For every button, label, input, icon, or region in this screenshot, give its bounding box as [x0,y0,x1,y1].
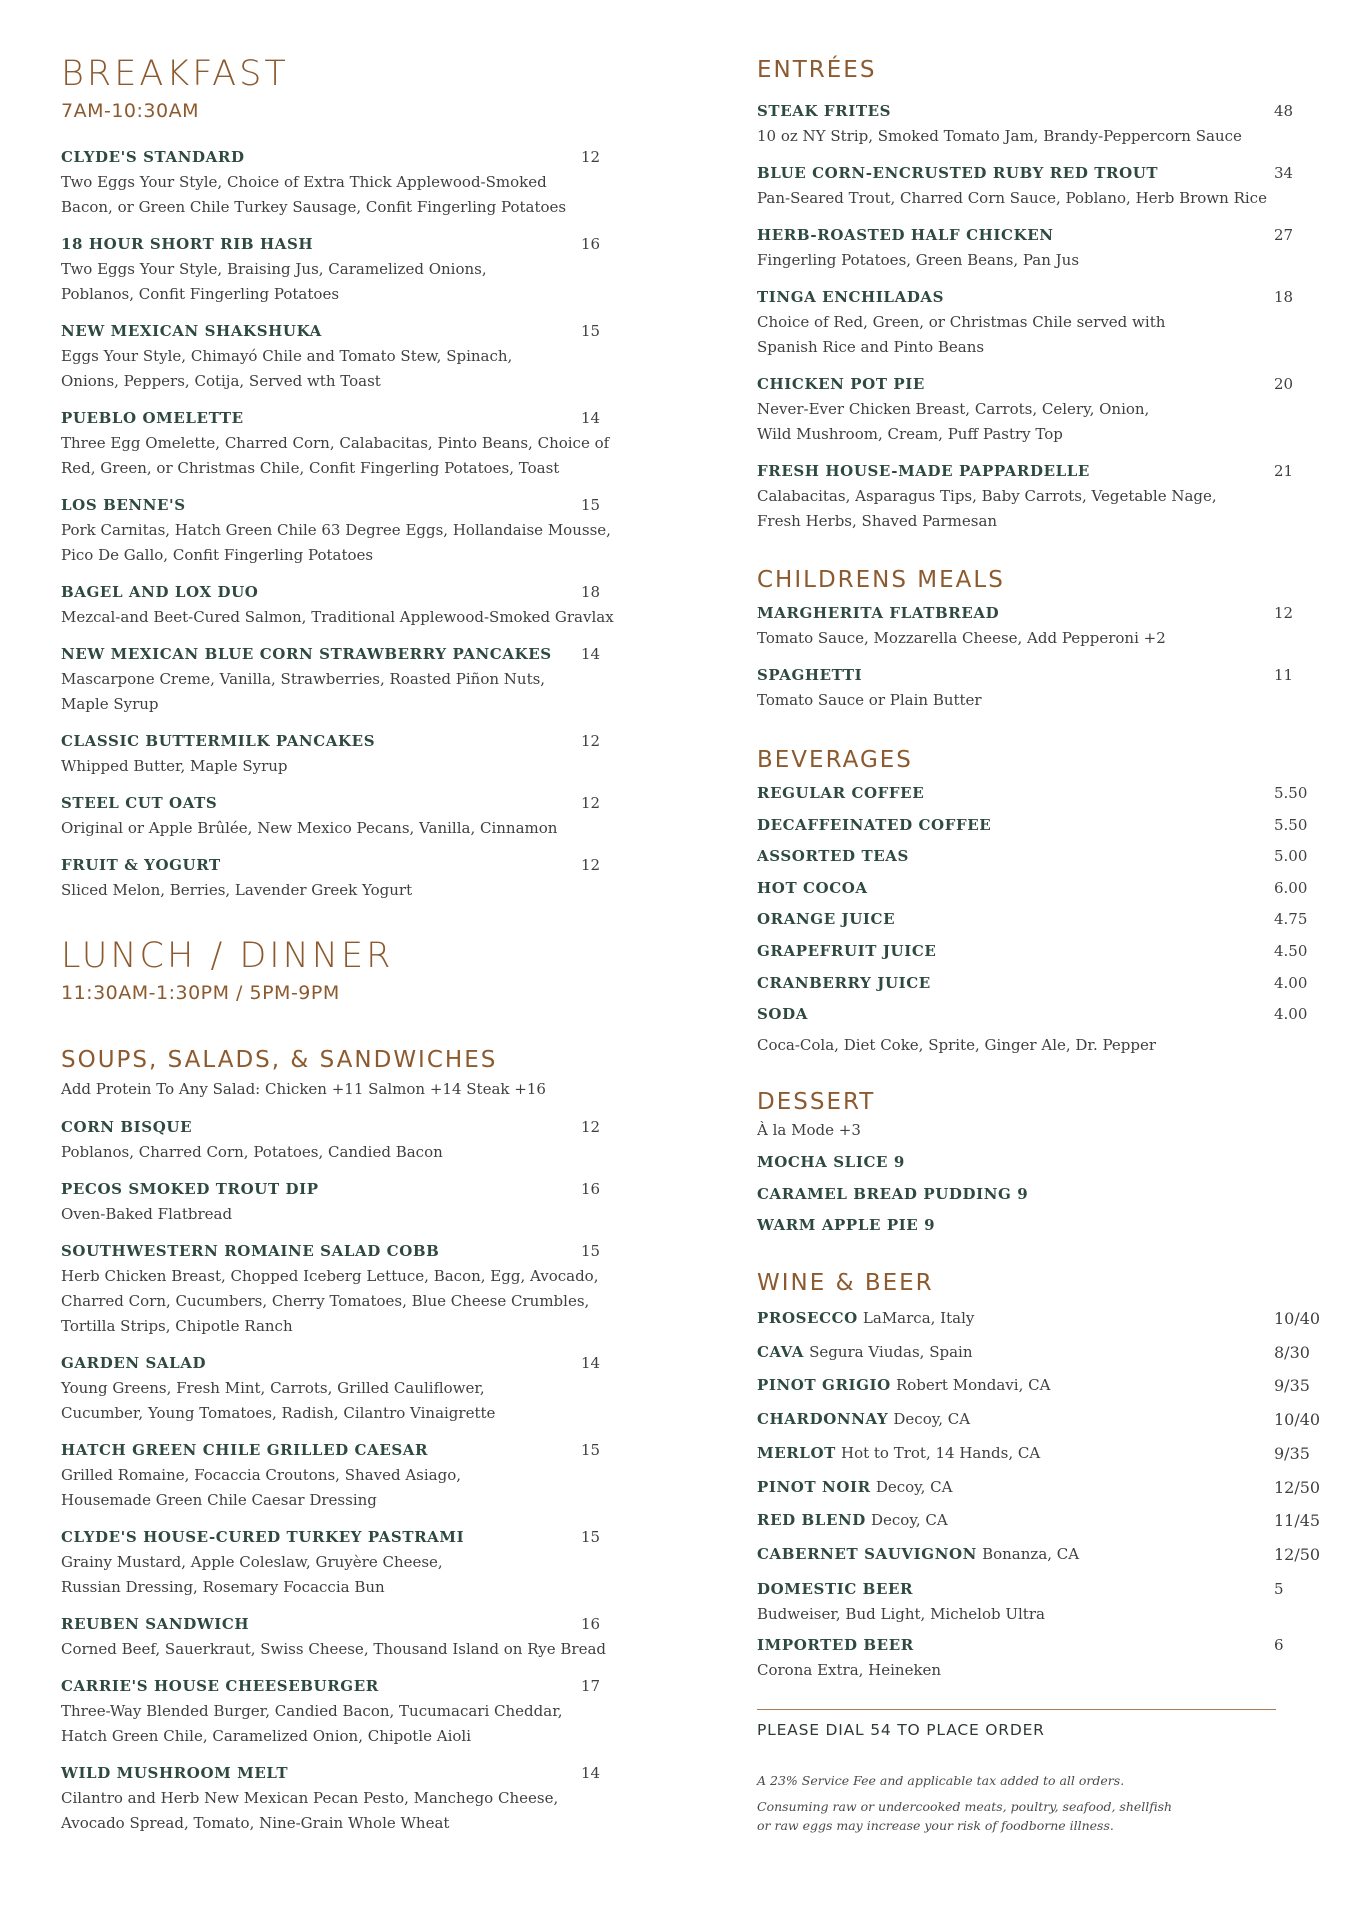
wine-price: 9/35 [1274,1376,1310,1396]
wine-name: PINOT NOIR [757,1477,871,1496]
item-description-line: Never-Ever Chicken Breast, Carrots, Celery, Onion, [757,400,1150,418]
wine-price: 10/40 [1274,1410,1321,1430]
menu-item [757,99,1337,149]
item-description-line: Three Egg Omelette, Charred Corn, Calabacitas, Pinto Beans, Choice of [61,434,610,452]
item-price: 15 [581,1242,601,1260]
item-description [61,667,601,717]
item-description-line: 10 oz NY Strip, Smoked Tomato Jam, Brandy-Peppercorn Sauce [757,127,1242,145]
item-price: 12 [581,856,601,874]
dessert-title: DESSERT [757,1089,876,1115]
item-description-line: Grainy Mustard, Apple Coleslaw, Gruyère Cheese, [61,1553,443,1571]
service-fee-note: A 23% Service Fee and applicable tax added to all orders. [757,1773,1125,1788]
item-description-line: Onions, Peppers, Cotija, Served wth Toast [61,372,381,390]
food-warning-line-1: Consuming raw or undercooked meats, poultry, seafood, shellfish [757,1799,1173,1814]
dessert-item [757,1182,1337,1207]
menu-item [61,1525,601,1600]
item-price: 12 [581,732,601,750]
menu-item [61,729,601,779]
item-price: 18 [581,583,601,601]
item-description-line: Mezcal-and Beet-Cured Salmon, Traditional Applewood-Smoked Gravlax [61,608,614,626]
item-description-line: Mascarpone Creme, Vanilla, Strawberries, Roasted Piñon Nuts, [61,670,546,688]
menu-item [61,1239,601,1339]
menu-item [61,1177,601,1227]
wine-price: 12/50 [1274,1477,1321,1497]
footer-divider [757,1709,1276,1710]
beverage-row [757,844,1337,869]
item-description-line: Three-Way Blended Burger, Candied Bacon, Tucumacari Cheddar, [61,1702,563,1720]
childrens-title: CHILDRENS MEALS [757,567,1005,593]
item-description-line: Wild Mushroom, Cream, Puff Pastry Top [757,425,1063,443]
wine-row [757,1542,1337,1567]
menu-item [61,580,614,630]
menu-item [61,493,611,568]
item-name: CORN BISQUE [61,1118,193,1136]
item-name: PUEBLO OMELETTE [61,409,244,427]
beverage-name: SODA [757,1005,808,1024]
wine-name: PINOT GRIGIO [757,1376,891,1395]
beverage-row [757,1002,1337,1027]
breakfast-title: BREAKFAST [61,54,289,94]
menu-item [61,1438,601,1513]
beverage-name: GRAPEFRUIT JUICE [757,942,937,960]
menu-item [757,663,1337,713]
beer-description: Corona Extra, Heineken [757,1661,942,1679]
menu-item [757,285,1337,360]
item-description-line: Hatch Green Chile, Caramelized Onion, Chipotle Aioli [61,1727,472,1745]
beverage-name: REGULAR COFFEE [757,784,925,802]
item-description [61,170,601,220]
item-price: 21 [1274,462,1294,480]
item-name: FRUIT & YOGURT [61,856,221,874]
item-description-line: Pan-Seared Trout, Charred Corn Sauce, Poblano, Herb Brown Rice [757,189,1267,207]
item-price: 48 [1274,102,1294,120]
wine-price: 9/35 [1274,1443,1310,1463]
menu-item [757,372,1337,447]
item-description-line: Two Eggs Your Style, Choice of Extra Thick Applewood-Smoked [61,173,547,191]
item-description-line: Cucumber, Young Tomatoes, Radish, Cilantro Vinaigrette [61,1404,496,1422]
item-description-line: Fingerling Potatoes, Green Beans, Pan Jus [757,251,1080,269]
beverage-price: 4.75 [1274,910,1308,929]
item-description [61,1637,606,1662]
item-price: 27 [1274,226,1294,244]
item-description-line: Oven-Baked Flatbread [61,1205,233,1223]
wine-origin: Segura Viudas, Spain [809,1342,973,1361]
item-description-line: Choice of Red, Green, or Christmas Chile served with [757,313,1166,331]
item-description-line: Tomato Sauce or Plain Butter [757,691,982,709]
item-price: 20 [1274,375,1294,393]
beer-price: 6 [1274,1636,1284,1654]
item-description-line: Tomato Sauce, Mozzarella Cheese, Add Pepperoni +2 [757,629,1166,647]
item-description-line: Charred Corn, Cucumbers, Cherry Tomatoes, Blue Cheese Crumbles, [61,1292,590,1310]
menu-item [61,1115,601,1165]
beverage-name: CRANBERRY JUICE [757,973,931,992]
wine-origin: LaMarca, Italy [862,1309,975,1327]
item-name: FRESH HOUSE-MADE PAPPARDELLE [757,462,1090,480]
item-name: PECOS SMOKED TROUT DIP [61,1180,319,1198]
item-name: CLYDE'S STANDARD [61,148,245,166]
wine-row [757,1306,1337,1331]
beverage-row [757,876,1337,901]
item-name: REUBEN SANDWICH [61,1615,250,1633]
item-description-line: Fresh Herbs, Shaved Parmesan [757,512,998,530]
beverage-price: 5.50 [1274,784,1308,802]
item-price: 14 [581,645,601,663]
item-description [61,1140,601,1165]
menu-item [61,791,601,841]
item-price: 16 [581,1180,601,1198]
breakfast-hours: 7AM-10:30AM [61,100,199,122]
beverage-price: 5.00 [1274,847,1308,866]
menu-item [61,1351,601,1426]
item-name: STEEL CUT OATS [61,794,218,812]
item-description-line: Original or Apple Brûlée, New Mexico Pecans, Vanilla, Cinnamon [61,819,558,837]
wine-price: 10/40 [1274,1309,1321,1328]
wine-origin: Bonanza, CA [982,1544,1080,1563]
item-description [757,186,1337,211]
dessert-item [757,1213,1337,1238]
wine-origin: Decoy, CA [893,1410,971,1429]
item-name: LOS BENNE'S [61,496,186,514]
item-description [61,431,610,481]
item-name: 18 HOUR SHORT RIB HASH [61,235,314,253]
item-price: 14 [581,409,601,427]
beverages-title: BEVERAGES [757,747,913,773]
beverage-name: DECAFFEINATED COFFEE [757,815,992,834]
dessert-name: MOCHA SLICE 9 [757,1153,905,1171]
wine-name: PROSECCO [757,1309,858,1327]
item-description [757,626,1337,651]
beer-name: IMPORTED BEER [757,1636,914,1654]
beverage-price: 5.50 [1274,815,1308,834]
item-name: BAGEL AND LOX DUO [61,583,259,601]
item-name: CHICKEN POT PIE [757,375,925,393]
wine-title: WINE & BEER [757,1270,934,1296]
wine-price: 8/30 [1274,1342,1310,1362]
item-description [61,344,601,394]
item-description [61,605,614,630]
lunch-hours: 11:30AM-1:30PM / 5PM-9PM [61,982,340,1004]
item-description-line: Young Greens, Fresh Mint, Carrots, Grilled Cauliflower, [61,1379,485,1397]
item-description [61,1786,601,1836]
menu-item [757,459,1337,534]
item-name: HATCH GREEN CHILE GRILLED CAESAR [61,1441,429,1459]
wine-name: CHARDONNAY [757,1410,889,1429]
wine-row [757,1373,1337,1398]
item-price: 12 [1274,604,1294,622]
lunch-title: LUNCH / DINNER [61,936,394,976]
item-description [757,124,1337,149]
item-description-line: Pork Carnitas, Hatch Green Chile 63 Degree Eggs, Hollandaise Mousse, [61,521,611,539]
dessert-name: CARAMEL BREAD PUDDING 9 [757,1184,1029,1203]
item-description-line: Herb Chicken Breast, Chopped Iceberg Lettuce, Bacon, Egg, Avocado, [61,1267,599,1285]
item-description [61,1463,601,1513]
soups-title: SOUPS, SALADS, & SANDWICHES [61,1047,498,1073]
item-description-line: Poblanos, Confit Fingerling Potatoes [61,285,340,303]
menu-item [61,232,601,307]
item-description [61,1699,601,1749]
beverage-row [757,781,1337,806]
item-description-line: Tortilla Strips, Chipotle Ranch [61,1317,293,1335]
soups-note: Add Protein To Any Salad: Chicken +11 Salmon +14 Steak +16 [61,1080,546,1098]
item-description-line: Pico De Gallo, Confit Fingerling Potatoes [61,546,374,564]
item-price: 15 [581,496,601,514]
menu-item [757,161,1337,211]
item-name: CLASSIC BUTTERMILK PANCAKES [61,732,376,750]
dessert-item [757,1150,1337,1175]
wine-row [757,1340,1337,1365]
item-price: 16 [581,235,601,253]
item-name: CARRIE'S HOUSE CHEESEBURGER [61,1677,379,1695]
wine-origin: Robert Mondavi, CA [895,1376,1051,1395]
menu-item [757,601,1337,651]
item-description [61,1264,601,1339]
item-price: 15 [581,1528,601,1546]
wine-origin: Hot to Trot, 14 Hands, CA [840,1443,1041,1462]
item-description-line: Housemade Green Chile Caesar Dressing [61,1491,377,1509]
beer-description: Budweiser, Bud Light, Michelob Ultra [757,1605,1045,1623]
menu-item [61,853,601,903]
beverage-row [757,971,1337,996]
menu-item [61,319,601,394]
beverage-name: ASSORTED TEAS [757,847,909,866]
menu-item [61,145,601,220]
item-name: STEAK FRITES [757,102,892,120]
order-instruction: PLEASE DIAL 54 TO PLACE ORDER [757,1721,1045,1739]
beverage-row [757,813,1337,838]
menu-item [61,1674,601,1749]
item-description-line: Poblanos, Charred Corn, Potatoes, Candied Bacon [61,1143,443,1161]
wine-name: MERLOT [757,1443,836,1462]
item-description-line: Bacon, or Green Chile Turkey Sausage, Confit Fingerling Potatoes [61,198,567,216]
item-price: 14 [581,1764,601,1782]
item-description-line: Spanish Rice and Pinto Beans [757,338,985,356]
item-price: 14 [581,1354,601,1372]
item-description [61,878,601,903]
item-description-line: Maple Syrup [61,695,159,713]
item-description [757,688,1337,713]
beverage-price: 4.50 [1274,942,1308,960]
beer-price: 5 [1274,1580,1284,1598]
item-name: SPAGHETTI [757,666,863,684]
item-description-line: Eggs Your Style, Chimayó Chile and Tomato Stew, Spinach, [61,347,513,365]
item-price: 15 [581,322,601,340]
item-description-line: Whipped Butter, Maple Syrup [61,757,288,775]
item-price: 18 [1274,288,1294,306]
item-description [757,310,1337,360]
item-price: 17 [581,1677,601,1695]
wine-name: CAVA [757,1342,804,1361]
item-description-line: Cilantro and Herb New Mexican Pecan Pesto, Manchego Cheese, [61,1789,559,1807]
beverage-row [757,939,1337,964]
wine-row [757,1508,1337,1533]
beverage-price: 4.00 [1274,973,1308,992]
menu-item [757,223,1337,273]
menu-item [61,642,601,717]
beverage-name: HOT COCOA [757,878,868,897]
item-description-line: Corned Beef, Sauerkraut, Swiss Cheese, Thousand Island on Rye Bread [61,1640,606,1658]
beverage-price: 4.00 [1274,1005,1308,1024]
item-description [61,257,601,307]
wine-origin: Decoy, CA [871,1511,948,1530]
food-warning-line-2: or raw eggs may increase your risk of foodborne illness. [757,1818,1114,1833]
item-price: 16 [581,1615,601,1633]
item-description [61,754,601,779]
item-name: MARGHERITA FLATBREAD [757,604,1000,622]
wine-row [757,1475,1337,1500]
item-description [61,1550,601,1600]
item-name: GARDEN SALAD [61,1354,207,1372]
wine-price: 12/50 [1274,1544,1321,1564]
dessert-note: À la Mode +3 [757,1121,861,1139]
menu-item [61,1612,606,1662]
wine-row [757,1407,1337,1432]
wine-name: RED BLEND [757,1511,866,1530]
item-price: 34 [1274,164,1294,182]
beverage-row [757,907,1337,932]
item-description [757,248,1337,273]
beer-name: DOMESTIC BEER [757,1580,914,1598]
beer-item [757,1577,1337,1627]
item-price: 12 [581,1118,601,1136]
item-description-line: Calabacitas, Asparagus Tips, Baby Carrots, Vegetable Nage, [757,487,1217,505]
dessert-name: WARM APPLE PIE 9 [757,1216,936,1235]
item-price: 12 [581,148,601,166]
item-description-line: Grilled Romaine, Focaccia Croutons, Shaved Asiago, [61,1466,461,1484]
item-description-line: Avocado Spread, Tomato, Nine-Grain Whole Wheat [61,1814,450,1832]
item-name: CLYDE'S HOUSE-CURED TURKEY PASTRAMI [61,1528,465,1546]
item-description-line: Red, Green, or Christmas Chile, Confit Fingerling Potatoes, Toast [61,459,560,477]
item-description-line: Sliced Melon, Berries, Lavender Greek Yogurt [61,881,413,899]
item-description [757,397,1337,447]
item-description [61,816,601,841]
wine-origin: Decoy, CA [875,1477,953,1496]
item-price: 15 [581,1441,601,1459]
item-description-line: Russian Dressing, Rosemary Focaccia Bun [61,1578,385,1596]
item-name: HERB-ROASTED HALF CHICKEN [757,226,1054,244]
menu-item [61,406,610,481]
item-price: 12 [581,794,601,812]
item-price: 11 [1274,666,1294,684]
beverage-price: 6.00 [1274,878,1308,897]
entrees-title: ENTRÉES [757,57,877,83]
item-name: SOUTHWESTERN ROMAINE SALAD COBB [61,1242,440,1260]
item-name: WILD MUSHROOM MELT [61,1764,289,1782]
item-description [757,484,1337,534]
item-name: BLUE CORN-ENCRUSTED RUBY RED TROUT [757,164,1159,182]
item-description [61,1202,601,1227]
item-description [61,1376,601,1426]
menu-item [61,1761,601,1836]
wine-name: CABERNET SAUVIGNON [757,1544,977,1563]
item-name: NEW MEXICAN BLUE CORN STRAWBERRY PANCAKES [61,645,552,663]
item-name: TINGA ENCHILADAS [757,288,945,306]
soda-note: Coca-Cola, Diet Coke, Sprite, Ginger Ale, Dr. Pepper [757,1036,1157,1054]
item-description-line: Two Eggs Your Style, Braising Jus, Caramelized Onions, [61,260,487,278]
item-name: NEW MEXICAN SHAKSHUKA [61,322,322,340]
beer-item [757,1633,1337,1683]
beverage-name: ORANGE JUICE [757,910,896,929]
wine-price: 11/45 [1274,1511,1321,1531]
item-description [61,518,611,568]
wine-row [757,1441,1337,1466]
